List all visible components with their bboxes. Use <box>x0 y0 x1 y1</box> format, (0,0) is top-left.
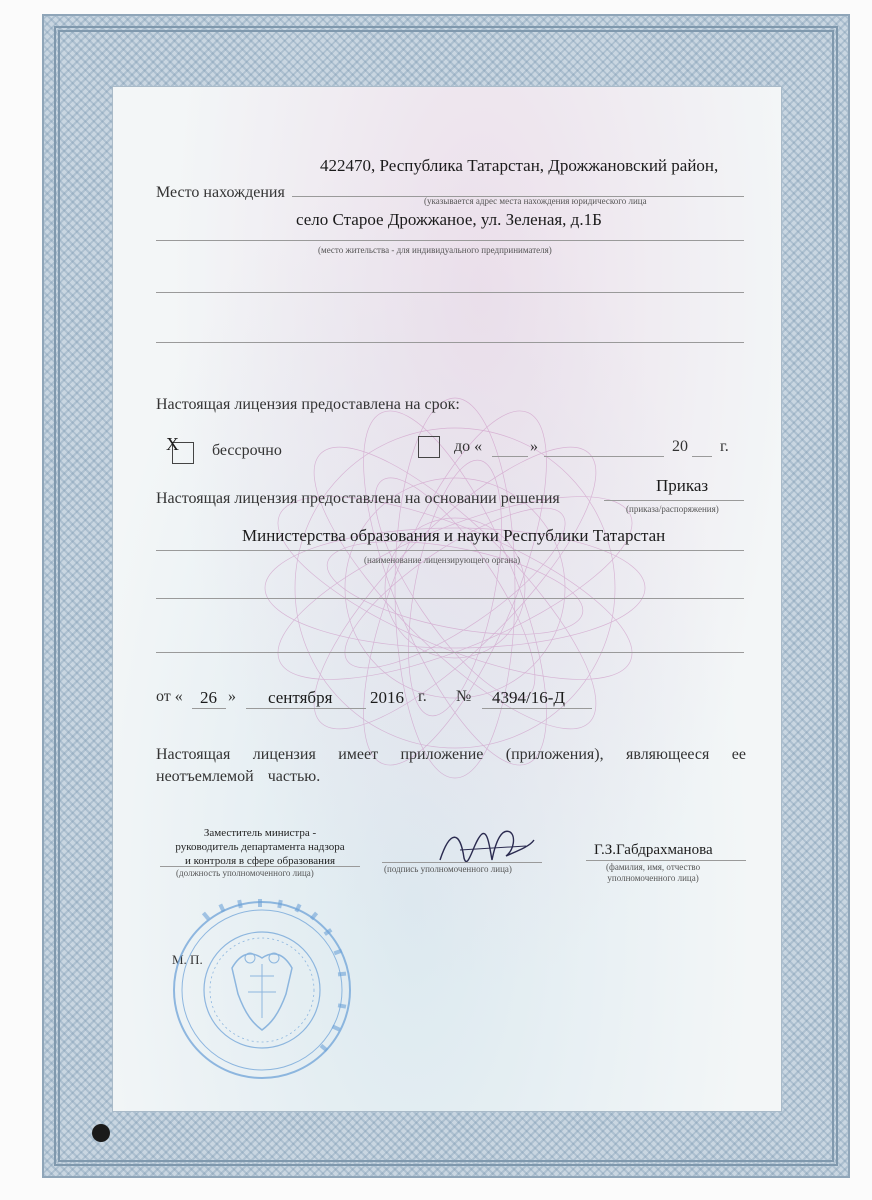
until-year-suffix: г. <box>720 438 729 455</box>
term-label: Настоящая лицензия предоставлена на срок: <box>156 396 460 413</box>
date-month: сентября <box>268 688 333 707</box>
basis-authority-hint: (наименование лицензирующего органа) <box>364 555 521 565</box>
basis-authority: Министерства образования и науки Республики Татарстан <box>242 526 666 545</box>
order-number-sign: № <box>456 688 472 705</box>
date-year-suffix: г. <box>418 688 427 705</box>
date-month-rule <box>246 708 366 709</box>
unlimited-check-mark: Х <box>166 434 179 454</box>
address-line-1: 422470, Республика Татарстан, Дрожжановский район, <box>320 156 719 175</box>
seal-label: М. П. <box>172 952 203 967</box>
until-prefix: до « <box>454 438 483 455</box>
date-close: » <box>228 688 236 705</box>
signatory-name-hint-line-2: уполномоченного лица) <box>607 873 699 883</box>
signatory-position-line-1: Заместитель министра - <box>203 827 317 839</box>
until-year-rule <box>692 456 712 457</box>
signatory-position-line-3: и контроля в сфере образования <box>184 855 336 867</box>
signatory-position-rule <box>160 866 360 867</box>
address-hint-2: (место жительства - для индивидуального предпринимателя) <box>318 245 552 255</box>
date-prefix: от « <box>156 688 183 705</box>
until-year: 20 <box>672 438 688 455</box>
unlimited-label: бессрочно <box>212 442 282 459</box>
signatory-position <box>160 826 360 868</box>
basis-authority-rule <box>156 550 744 551</box>
signatory-name-hint-line-1: (фамилия, имя, отчество <box>606 862 701 872</box>
address-blank-rule-2 <box>156 342 744 343</box>
mirrored-watermark <box>290 300 670 360</box>
date-year: 2016 <box>370 688 404 707</box>
address-hint-1: (указывается адрес места нахождения юридического лица <box>424 196 647 206</box>
order-number: 4394/16-Д <box>492 688 565 707</box>
until-close: » <box>530 438 538 455</box>
signatory-name-hint <box>606 862 700 884</box>
signatory-position-line-2: руководитель департамента надзора <box>175 841 345 853</box>
official-seal <box>170 898 354 1082</box>
basis-doc-type-rule <box>604 500 744 501</box>
address-line-2-rule <box>156 240 744 241</box>
appendix-line-2: неотъемлемой частью. <box>156 768 321 785</box>
signatory-name-rule <box>586 860 746 861</box>
until-month-rule <box>544 456 664 457</box>
signatory-name: Г.З.Габдрахманова <box>594 842 713 858</box>
signatory-position-hint: (должность уполномоченного лица) <box>176 868 314 878</box>
basis-blank-rule-2 <box>156 652 744 653</box>
until-day-rule <box>492 456 528 457</box>
guilloche-rosette <box>245 368 665 808</box>
basis-doc-type-hint: (приказа/распоряжения) <box>626 504 719 514</box>
address-blank-rule-1 <box>156 292 744 293</box>
address-line-2: село Старое Дрожжаное, ул. Зеленая, д.1Б <box>296 210 602 229</box>
until-checkbox[interactable] <box>418 436 440 458</box>
basis-doc-type: Приказ <box>656 476 709 495</box>
punch-hole-mark <box>92 1124 110 1142</box>
basis-label: Настоящая лицензия предоставлена на основании решения <box>156 490 560 507</box>
signature-rule <box>382 862 542 863</box>
date-day-rule <box>192 708 226 709</box>
address-label: Место нахождения <box>156 184 285 201</box>
basis-blank-rule-1 <box>156 598 744 599</box>
appendix-line-1: Настоящая лицензия имеет приложение (приложения), являющееся ее <box>156 746 746 763</box>
order-number-rule <box>482 708 592 709</box>
date-day: 26 <box>200 688 217 707</box>
signature-hint: (подпись уполномоченного лица) <box>384 864 512 874</box>
